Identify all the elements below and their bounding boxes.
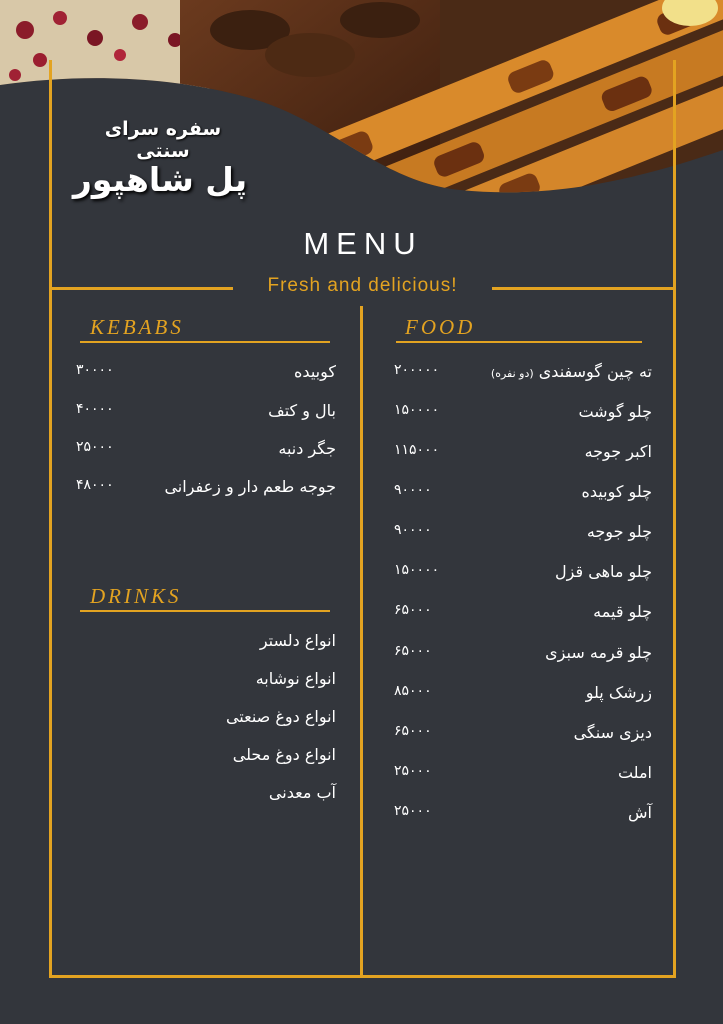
item-price: ۳۰۰۰۰ [76,362,114,378]
drink-item: آب معدنی [268,783,336,802]
menu-item [394,442,652,468]
menu-item [394,522,652,548]
header-rule-right [492,287,676,290]
drinks-title-rule [80,610,330,612]
item-price: ۶۵۰۰۰ [394,643,432,659]
drinks-title: DRINKS [90,584,182,608]
menu-item [394,362,652,388]
menu-item [76,439,336,465]
drink-item: انواع دوغ صنعتی [225,707,336,726]
menu-item [394,402,652,428]
column-divider [360,306,363,978]
item-name: دیزی سنگی [573,723,652,742]
item-name: جگر دنبه [278,439,336,458]
menu-item [394,803,652,829]
item-price: ۲۰۰۰۰۰ [394,362,440,378]
menu-item [394,482,652,508]
item-price: ۱۵۰۰۰۰ [394,562,440,578]
item-price: ۴۰۰۰۰ [76,401,114,417]
item-name: زرشک پلو [585,683,652,702]
item-name: کوبیده [294,362,336,381]
item-name: ته چین گوسفندی (دو نفره) [490,362,652,381]
item-price: ۲۵۰۰۰ [394,803,432,819]
menu-item [394,562,652,588]
item-name: بال و کتف [268,401,336,420]
menu-title: MENU [303,226,423,261]
header-rule-left [49,287,233,290]
kebabs-title-rule [80,341,330,343]
item-price: ۹۰۰۰۰ [394,522,432,538]
item-price: ۲۵۰۰۰ [76,439,114,455]
item-price: ۹۰۰۰۰ [394,482,432,498]
food-title-rule [396,341,642,343]
item-name: املت [617,763,652,782]
item-name: چلو قیمه [593,602,652,621]
item-note: (دو نفره) [490,367,534,380]
menu-item [394,643,652,669]
item-name: چلو جوجه [586,522,652,541]
item-price: ۱۵۰۰۰۰ [394,402,440,418]
item-name: چلو قرمه سبزی [545,643,652,662]
item-price: ۸۵۰۰۰ [394,683,432,699]
brand-subtitle: سفره سرای سنتی [104,118,222,162]
item-name: اکبر جوجه [584,442,652,461]
menu-item [394,683,652,709]
item-name: چلو گوشت [578,402,652,421]
menu-item [394,723,652,749]
item-name: جوجه طعم دار و زعفرانی [164,477,336,496]
food-title: FOOD [405,315,476,339]
item-price: ۶۵۰۰۰ [394,602,432,618]
menu-item [76,362,336,388]
item-name: چلو کوبیده [581,482,652,501]
menu-item [76,401,336,427]
item-name: چلو ماهی قزل [555,562,652,581]
tagline: Fresh and delicious! [267,275,458,296]
item-name: آش [628,803,652,822]
menu-item [76,477,336,503]
item-price: ۲۵۰۰۰ [394,763,432,779]
drink-item: انواع نوشابه [255,669,336,688]
brand-name: پل شاهپور [72,160,248,199]
menu-item [394,763,652,789]
item-price: ۱۱۵۰۰۰ [394,442,440,458]
drink-item: انواع دوغ محلی [232,745,336,764]
item-price: ۴۸۰۰۰ [76,477,114,493]
kebabs-title: KEBABS [90,315,184,339]
item-price: ۶۵۰۰۰ [394,723,432,739]
drink-item: انواع دلستر [259,631,336,650]
menu-item [394,602,652,628]
